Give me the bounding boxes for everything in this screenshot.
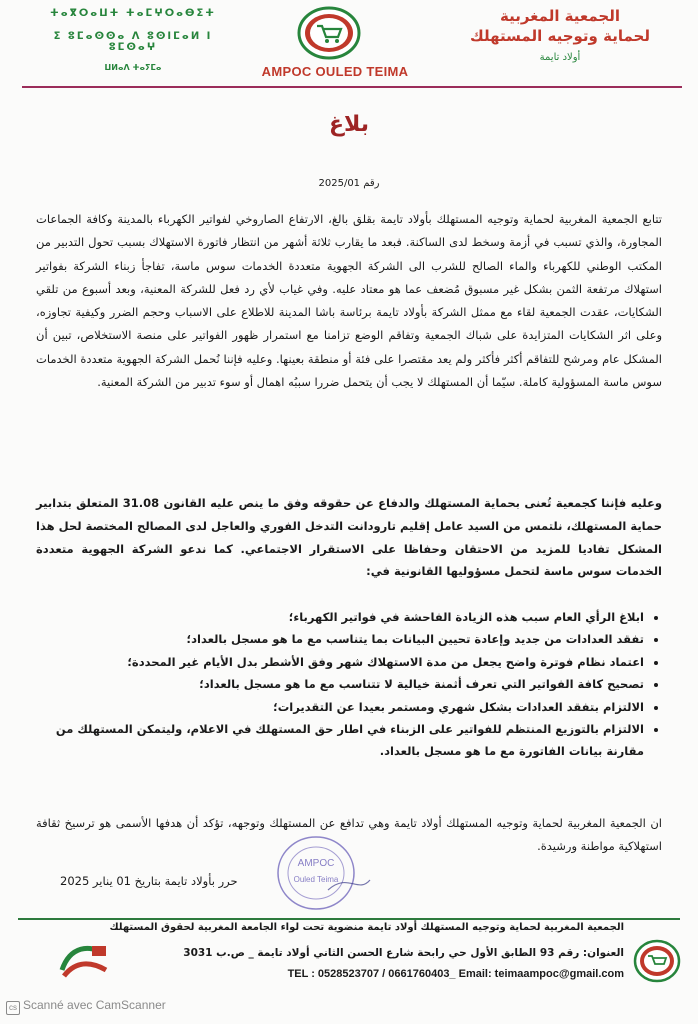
- association-name-line2: لحماية وتوجيه المستهلك: [470, 27, 650, 45]
- tifinagh-line1: ⵜⴰⴳⵔⴰⵡⵜ ⵜⴰⵎⵖⵔⴰⴱⵉⵜ: [49, 8, 217, 19]
- signature-date: حرر بأولاد تايمة بتاريخ 01 يناير 2025: [60, 874, 238, 888]
- list-item: • اعتماد نظام فوترة واضح يجعل من مدة الاستهلاك شهر وفق الأشطر بدل الأيام غير المحددة؛: [18, 651, 644, 673]
- footer-affiliation: الجمعية المغربية لحماية وتوجيه المستهلك أولاد تايمة منضوية تحت لواء الجامعة المغربية لحقوق المستهلك: [109, 922, 624, 933]
- association-stamp-icon: [258, 832, 374, 914]
- header-divider: [22, 86, 682, 88]
- federation-logo-icon: [56, 940, 112, 984]
- ampoc-cart-emblem-icon: [295, 6, 363, 60]
- paragraph-request: وعليه فإننا كجمعية تُعنى بحماية المستهلك والدفاع عن حقوقه وفق ما ينص عليه القانون 31.08 المتعلق بتدابير حماية المستهلك، نلتمس من السيد عامل إقليم تارودانت التدخل الفوري والعاجل لدى المصالح المختصة لحل هذا المشكل تفاديا للمزيد من الاحتقان وحفاظا على الاستقرار الاجتماعي. كما ندعو الشركة الجهوية متعددة الخدمات سوس ماسة لتحمل مسؤوليها القانونية في:: [36, 496, 662, 579]
- stamp-text-2: Ouled Teima: [293, 875, 339, 884]
- footer-divider: [18, 918, 680, 920]
- scanner-label: Scanné avec CamScanner: [23, 998, 166, 1012]
- reference-number: رقم 2025/01: [318, 178, 380, 189]
- list-item: • الالتزام بالتوزيع المنتظم للفواتير على الزبناء في اطار حق المستهلك في الاعلام، وليتمكن المستهلك من مقارنة بيانات الفاتورة مع ما هو مسجل بالعداد.: [18, 718, 644, 763]
- list-item: • تفقد العدادات من جديد وإعادة تحيين البيانات بما يتناسب مع ما هو مسجل بالعداد؛: [18, 628, 644, 650]
- tifinagh-header: [28, 8, 238, 72]
- stamp-text-1: AMPOC: [297, 858, 335, 869]
- list-item: • ابلاغ الرأي العام سبب هذه الزيادة الفاحشة في فواتير الكهرباء؛: [18, 606, 644, 628]
- scanner-watermark: [6, 998, 166, 1015]
- association-city: أولاد تايمة: [539, 52, 581, 63]
- camscanner-icon: cs: [6, 1001, 20, 1015]
- demands-list: [18, 606, 662, 763]
- document-title: بلاغ: [329, 112, 369, 137]
- ampoc-emblem-icon: [632, 938, 682, 984]
- tifinagh-line3: ⵡⵍⴰⴷ ⵜⴰⵢⵎⴰ: [104, 63, 162, 72]
- brand-name: AMPOC OULED TEIMA: [261, 64, 409, 79]
- footer-contact: TEL : 0528523707 / 0661760403_ Email: teimaampoc@gmail.com: [287, 968, 624, 980]
- footer-address: العنوان: رقم 93 الطابق الأول حي رابحة شارع الحسن الثاني أولاد تايمة _ ص.ب 3031: [183, 947, 624, 959]
- association-name-line1: الجمعية المغربية: [499, 7, 621, 25]
- paragraph-closing: ان الجمعية المغربية لحماية وتوجيه المستهلك أولاد تايمة وهي تدافع عن المستهلك وتوجهه، تؤكد أن هدفها الأسمى هو ترسيخ ثقافة استهلاكية مواطنة ورشيدة.: [36, 816, 662, 854]
- tifinagh-line2: ⵉ ⵓⵎⴰⵙⵙⴰ ⴷ ⵓⵙⵏⵎⴰⵍ ⵏ ⵓⵎⵙⴰⵖ: [53, 31, 213, 53]
- list-item: • تصحيح كافة الفواتير التي تعرف أثمنة خيالية لا تتناسب مع ما هو مسجل بالعداد؛: [18, 673, 644, 695]
- list-item: • الالتزام بتفقد العدادات بشكل شهري ومستمر بعيدا عن التقديرات؛: [18, 696, 644, 718]
- paragraph-intro: تتابع الجمعية المغربية لحماية وتوجيه المستهلك بأولاد تايمة بقلق بالغ، الارتفاع الصاروخي لفواتير الكهرباء بالمدينة وكافة الجماعات المجاورة، والذي تسبب في أزمة وسخط لدى الساكنة. فبعد ما يقارب ثلاثة أشهر من انتظار فاتورة الاستهلاك بسبب تحول التدبير من المكتب الوطني للكهرباء والماء الصالح للشرب الى الشركة الجهوية متعددة الخدمات سوس ماسة، تفاجأ زبناء الشركة بفواتير استهلاك مرتفعة الثمن بشكل غير مسبوق مُضعف عما هو معتاد عليه. وفي غياب لأي رد فعل للشركة المعنية، وبعد أسبوع من تلقي الشكايات، عقدت الجمعية لقاء مع ممثل الشركة بأولاد تايمة برئاسة باشا المدينة للاطلاع على الاسباب وحجم الضرر وكيفية تجاوزه، وعلى اثر الشكايات المتزايدة على شباك الجمعية وتفاقم الوضع تزامنا مع استمرار ظهور الفواتير على منصة الاستخلاص، تبين أن المشكل عام ومرشح للتفاقم أكثر فأكثر ولم يعد مقتصرا على فئة أو منطقة بعينها. وعليه فإننا نُحمل الشركة الجهوية متعددة الخدمات سوس ماسة المسؤولية كاملة. سيّما أن المستهلك لا يجب أن يتحمل ضررا سببُه اهمال أو سوء تدبير من الشركة المعنية.: [36, 212, 662, 390]
- arabic-header: [440, 6, 680, 63]
